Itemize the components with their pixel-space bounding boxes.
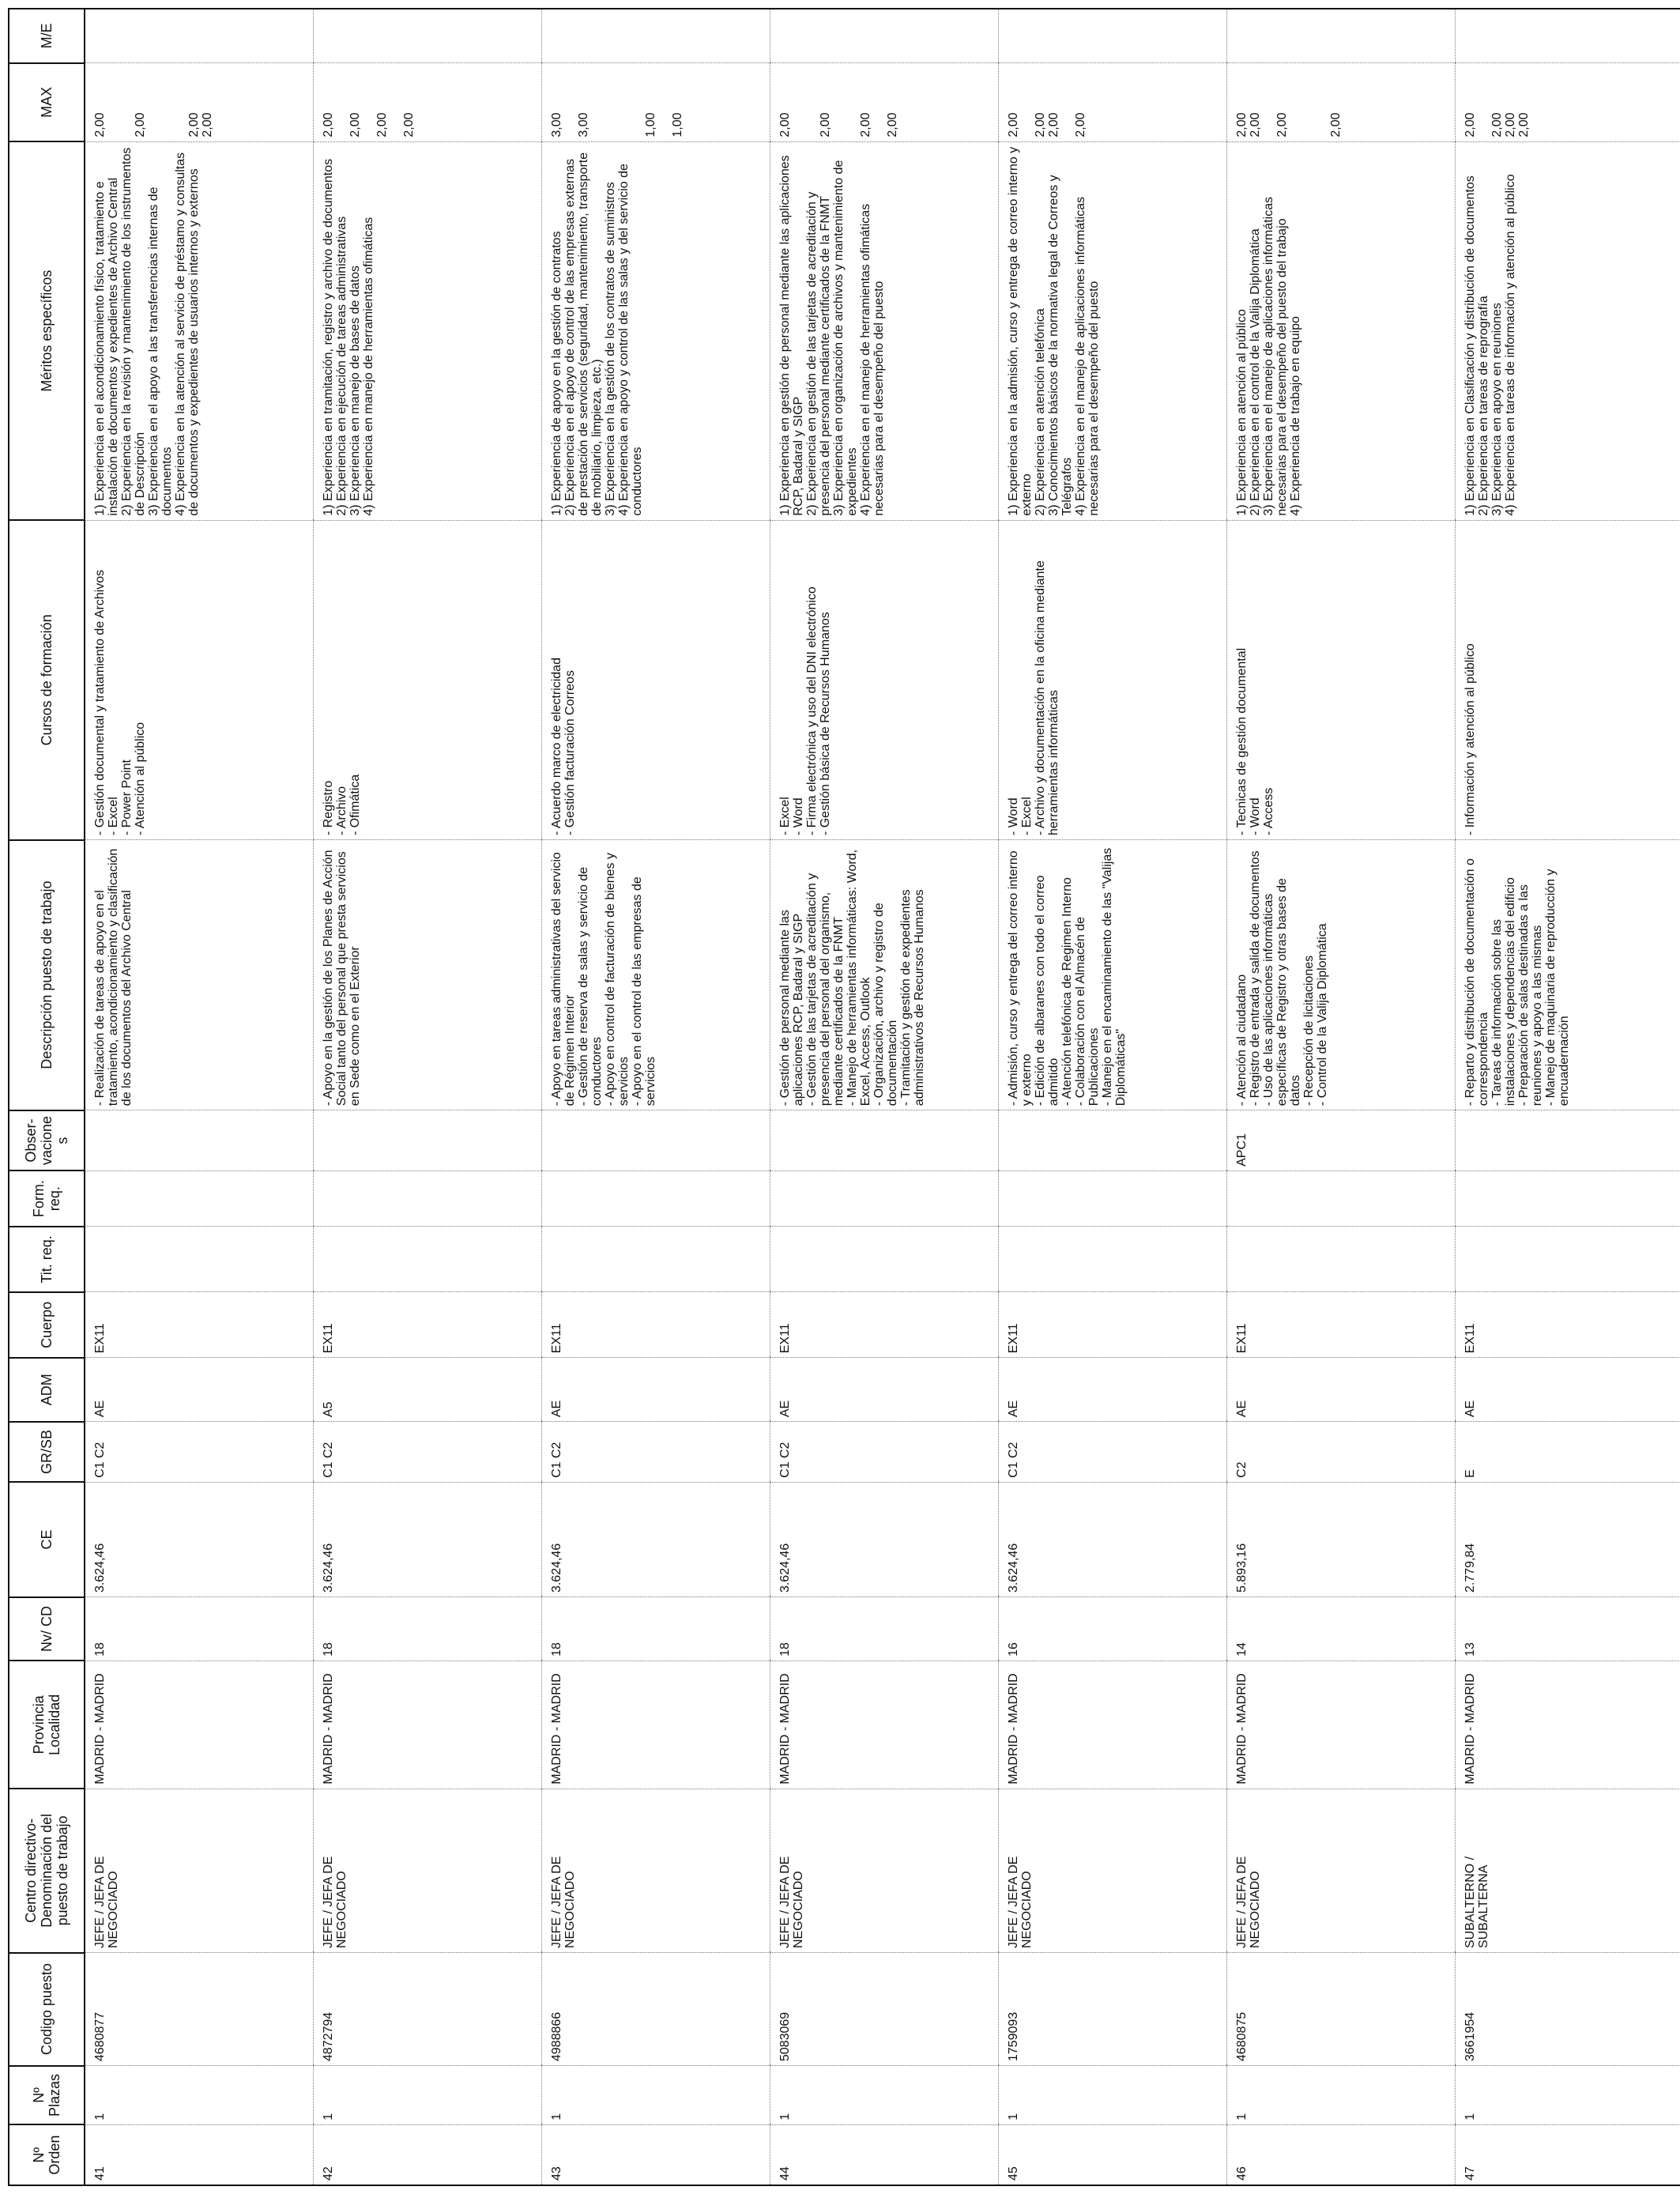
cell-observaciones — [998, 1110, 1226, 1171]
cell-cursos — [1455, 520, 1680, 839]
max-score: 2,00 — [401, 112, 416, 138]
max-score: 1,00 — [670, 112, 684, 138]
cell-grupo: C1 C2 — [313, 1422, 541, 1483]
table-row — [1226, 9, 1455, 2185]
cell-observaciones — [313, 1110, 541, 1171]
cell-cursos — [541, 520, 770, 839]
cell-cuerpo: EX11 — [998, 1292, 1226, 1358]
cell-grupo: E — [1455, 1422, 1680, 1483]
cell-meritos — [85, 141, 313, 520]
max-score: 2,00 — [1516, 112, 1531, 138]
max-score: 2,00 — [858, 112, 872, 138]
cell-ce: 5.893,16 — [1226, 1482, 1455, 1596]
cell-cuerpo: EX11 — [85, 1292, 313, 1358]
cell-grupo: C1 C2 — [770, 1422, 998, 1483]
max-score: 2,00 — [1503, 112, 1517, 138]
cell-orden: 46 — [1226, 2124, 1455, 2185]
cell-ce: 2.779,84 — [1455, 1482, 1680, 1596]
cell-max — [1455, 63, 1680, 142]
meritos-text: 1) Experiencia en gestión de personal mediante las aplicaciones RCP, Badaral y SIGP 2) Experiencia en gestión de las tarjetas de acreditación y presencia del personal mediante certificados de la FNMT 3) Experiencia en organización de archivos y mantenimiento de expedientes 4) Experiencia en el manejo de herramientas ofimáticas necesarias para el desempeño del puesto — [778, 155, 886, 516]
meritos-text: 1) Experiencia en el acondicionamiento físico, tratamiento e instalación de documentos y expedientes de Archivo Central 2) Experiencia en la revisión y mantenimiento de los instrumentos de Descripción 3) Experiencia en el apoyo a las transferencias internas de documentos 4) Experiencia en la atención al servicio de préstamo y consultas de documentos y expedientes de usuarios internos y externos — [93, 147, 201, 516]
table-row — [313, 9, 541, 2185]
cell-plazas: 1 — [541, 2066, 770, 2125]
max-score — [335, 67, 348, 138]
cell-cursos — [85, 520, 313, 839]
cell-provincia: MADRID - MADRID — [998, 1661, 1226, 1789]
table-row — [1455, 9, 1680, 2185]
meritos-text: 1) Experiencia en la admisión, curso y entrega de correo interno y externo 2) Experiencia en atención telefónica 3) Conocimientos básicos de la normativa legal de Correos y Telégrafos 4) Experiencia en el manejo de aplicaciones informáticas necesarias para el desempeño del puesto — [1006, 146, 1101, 516]
cell-me — [998, 9, 1226, 63]
cell-centro: JEFE / JEFA DE NEGOCIADO — [770, 1789, 998, 1952]
max-score — [1316, 67, 1329, 138]
header-ce: CE — [9, 1482, 85, 1596]
cell-plazas: 1 — [998, 2066, 1226, 2125]
header-cuerpo: Cuerpo — [9, 1292, 85, 1358]
header-plazas: Nº Plazas — [9, 2066, 85, 2125]
max-score — [832, 67, 846, 138]
max-score — [805, 67, 819, 138]
cell-max — [1226, 63, 1455, 142]
cell-codigo: 4872794 — [313, 1953, 541, 2066]
cell-provincia: MADRID - MADRID — [1455, 1661, 1680, 1789]
header-grupo: GR/SB — [9, 1422, 85, 1483]
cell-cuerpo: EX11 — [1226, 1292, 1455, 1358]
header-meritos: Méritos específicos — [9, 141, 85, 520]
cell-observaciones — [541, 1110, 770, 1171]
cell-observaciones — [85, 1110, 313, 1171]
cell-formacion — [85, 1171, 313, 1227]
cell-adm: AE — [85, 1358, 313, 1422]
cell-formacion — [1226, 1171, 1455, 1227]
header-centro: Centro directivo- Denominación del puesto de trabajo — [9, 1789, 85, 1952]
max-score: 2,00 — [1328, 112, 1343, 138]
max-score — [617, 67, 631, 138]
cell-descripcion — [541, 840, 770, 1110]
cell-max — [313, 63, 541, 142]
max-score: 2,00 — [348, 112, 362, 138]
cell-cuerpo: EX11 — [770, 1292, 998, 1358]
cell-me — [541, 9, 770, 63]
cell-adm: AE — [770, 1358, 998, 1422]
job-positions-table — [8, 8, 1680, 2186]
cell-nivel: 13 — [1455, 1597, 1680, 1661]
cell-titulacion — [541, 1227, 770, 1292]
cursos-text: - Registro - Archivo - Ofimática — [321, 774, 362, 836]
cell-me — [1226, 9, 1455, 63]
header-titulacion: Tit. req. — [9, 1227, 85, 1292]
header-descripcion: Descripción puesto de trabajo — [9, 840, 85, 1110]
cell-me — [1455, 9, 1680, 63]
cell-provincia: MADRID - MADRID — [541, 1661, 770, 1789]
cell-cursos — [998, 520, 1226, 839]
max-score: 1,00 — [643, 112, 657, 138]
max-score: 3,00 — [549, 112, 563, 138]
max-score: 3,00 — [576, 112, 590, 138]
cell-centro: JEFE / JEFA DE NEGOCIADO — [998, 1789, 1226, 1952]
max-score — [657, 67, 671, 138]
cell-grupo: C1 C2 — [85, 1422, 313, 1483]
table-row — [998, 9, 1226, 2185]
cell-nivel: 18 — [770, 1597, 998, 1661]
max-score — [160, 67, 174, 138]
cell-centro: SUBALTERNO / SUBALTERNA — [1455, 1789, 1680, 1952]
header-row — [9, 9, 85, 2185]
cell-formacion — [1455, 1171, 1680, 1227]
max-score — [872, 67, 886, 138]
header-codigo: Codigo puesto — [9, 1953, 85, 2066]
cell-codigo: 4680875 — [1226, 1953, 1455, 2066]
cell-observaciones: APC1 — [1226, 1110, 1455, 1171]
cell-descripcion — [998, 840, 1226, 1110]
cell-plazas: 1 — [85, 2066, 313, 2125]
max-score — [1060, 67, 1074, 138]
header-adm: ADM — [9, 1358, 85, 1422]
cell-meritos — [1226, 141, 1455, 520]
cell-ce: 3.624,46 — [541, 1482, 770, 1596]
cell-adm: AE — [1455, 1358, 1680, 1422]
descripcion-text: - Apoyo en tareas administrativas del servicio de Régimen Interior - Gestión de reserva de salas y servicio de conductores - Apoyo en control de facturación de bienes y servicios - Apoyo en el control de las empresas de servicios — [549, 852, 657, 1106]
cell-codigo: 4680877 — [85, 1953, 313, 2066]
cell-ce: 3.624,46 — [313, 1482, 541, 1596]
cell-orden: 42 — [313, 2124, 541, 2185]
meritos-text: 1) Experiencia en Clasificación y distribución de documentos 2) Experiencia en tareas de reprografía 3) Experiencia en apoyo en reuniones 4) Experiencia en tareas de información y atención al público — [1463, 174, 1517, 516]
cell-max — [998, 63, 1226, 142]
cell-meritos — [541, 141, 770, 520]
cursos-text: - Información y atención al público — [1463, 643, 1477, 836]
cell-centro: JEFE / JEFA DE NEGOCIADO — [313, 1789, 541, 1952]
cell-max — [541, 63, 770, 142]
max-score: 2,00 — [818, 112, 832, 138]
cell-cuerpo: EX11 — [1455, 1292, 1680, 1358]
descripcion-text: - Atención al ciudadano - Registro de entrada y salida de documentos - Uso de las aplicaciones informáticas específicas de Registro y otras bases de datos - Recepción de licitaciones - Control de la Valija Diplomática — [1234, 850, 1329, 1106]
descripcion-text: - Apoyo en la gestión de los Planes de Acción Social tanto del personal que presta servicios en Sede como en el Exterior — [321, 846, 362, 1106]
cell-grupo: C2 — [1226, 1422, 1455, 1483]
max-score: 2,00 — [1463, 112, 1477, 138]
max-score: 2,00 — [1033, 112, 1047, 138]
max-score: 2,00 — [1073, 112, 1087, 138]
cell-adm: AE — [1226, 1358, 1455, 1422]
cell-meritos — [313, 141, 541, 520]
cell-cursos — [770, 520, 998, 839]
max-score — [792, 67, 805, 138]
cell-me — [313, 9, 541, 63]
header-formacion: Form. req. — [9, 1171, 85, 1227]
descripcion-text: - Realización de tareas de apoyo en el tratamiento, acondicionamiento y clasificación de los documentos del Archivo Central — [93, 845, 134, 1106]
max-score: 2,00 — [1275, 112, 1289, 138]
max-score — [563, 67, 577, 138]
header-nivel: Nv/ CD — [9, 1597, 85, 1661]
max-score — [389, 67, 402, 138]
max-score — [1262, 67, 1275, 138]
cell-descripcion — [85, 840, 313, 1110]
cell-nivel: 14 — [1226, 1597, 1455, 1661]
header-cursos: Cursos de formación — [9, 520, 85, 839]
cell-nivel: 18 — [541, 1597, 770, 1661]
cursos-text: - Acuerdo marco de electricidad - Gestión facturación Correos — [549, 658, 577, 836]
cell-formacion — [998, 1171, 1226, 1227]
max-score — [1302, 67, 1316, 138]
cell-formacion — [313, 1171, 541, 1227]
cell-titulacion — [1455, 1227, 1680, 1292]
max-score: 2,00 — [1490, 112, 1504, 138]
max-score — [590, 67, 604, 138]
max-score: 2,00 — [1006, 112, 1020, 138]
cell-meritos — [1455, 141, 1680, 520]
cell-provincia: MADRID - MADRID — [770, 1661, 998, 1789]
cell-formacion — [541, 1171, 770, 1227]
cell-plazas: 1 — [1455, 2066, 1680, 2125]
cell-adm: AE — [541, 1358, 770, 1422]
cell-titulacion — [998, 1227, 1226, 1292]
max-score: 2,00 — [375, 112, 389, 138]
cell-formacion — [770, 1171, 998, 1227]
cell-orden: 41 — [93, 2166, 107, 2181]
max-score: 2,00 — [1248, 112, 1262, 138]
table-row — [85, 9, 313, 2185]
cell-me — [85, 9, 313, 63]
max-score — [362, 67, 375, 138]
cell-provincia: MADRID - MADRID — [1226, 1661, 1455, 1789]
descripcion-text: - Gestión de personal mediante las aplicaciones RCP, Badaral y SIGP - Gestión de las tarjetas de acreditación y presencia del personal del organismo, mediante certificados de la FNMT - Manejo de herramientas informáticas: Word, Excel, Access, Outlook - Organización, archivo y registro de documentación - Tramitación y gestión de expedientes administrativos de Recursos Humanos — [778, 849, 926, 1106]
cell-codigo: 1759093 — [998, 1953, 1226, 2066]
max-score — [631, 67, 644, 138]
max-score: 2,00 — [1046, 112, 1060, 138]
cell-cuerpo: EX11 — [541, 1292, 770, 1358]
cell-meritos — [770, 141, 998, 520]
max-score: 2,00 — [778, 112, 792, 138]
table-row — [770, 9, 998, 2185]
cell-meritos — [998, 141, 1226, 520]
cell-observaciones — [1455, 1110, 1680, 1171]
cell-descripcion — [770, 840, 998, 1110]
header-orden: Nº Orden — [9, 2124, 85, 2185]
cell-descripcion — [1226, 840, 1455, 1110]
meritos-text: 1) Experiencia en atención al público 2) Experiencia en el control de la Valija Diplomática 3) Experiencia en el manejo de aplicaciones informáticas necesarias para el desempeño del puesto del trabajo 4) Experiencia de trabajo en equipo — [1234, 196, 1302, 516]
header-max: MAX — [9, 63, 85, 142]
cell-descripcion — [1455, 840, 1680, 1110]
cell-nivel: 18 — [85, 1597, 313, 1661]
max-score — [147, 67, 160, 138]
cell-plazas: 1 — [1226, 2066, 1455, 2125]
meritos-text: 1) Experiencia de apoyo en la gestión de contratos 2) Experiencia en el apoyo de control de las empresas externas de prestación de servicios (seguridad, mantenimiento, transporte de mobiliario, limpieza, etc.) 3) Experiencia en la gestión de los contratos de suministros 4) Experiencia en apoyo y control de las salas y del servicio de conductores — [549, 152, 644, 516]
header-me: M/E — [9, 9, 85, 63]
cell-max — [85, 63, 313, 142]
max-score — [604, 67, 617, 138]
cell-cursos — [1226, 520, 1455, 839]
cell-ce: 3.624,46 — [998, 1482, 1226, 1596]
cell-provincia: MADRID - MADRID — [313, 1661, 541, 1789]
table-body — [85, 9, 1680, 2185]
cursos-text: - Word - Excel - Archivo y documentación en la oficina mediante herramientas informáticas — [1006, 560, 1060, 836]
cell-nivel: 18 — [313, 1597, 541, 1661]
cell-ce: 3.624,46 — [770, 1482, 998, 1596]
max-score — [120, 67, 134, 138]
cell-titulacion — [85, 1227, 313, 1292]
cell-orden: 43 — [541, 2124, 770, 2185]
cell-centro: JEFE / JEFA DE NEGOCIADO — [85, 1789, 313, 1952]
cell-grupo: C1 C2 — [998, 1422, 1226, 1483]
max-score: 2,00 — [1234, 112, 1249, 138]
max-score: 2,00 — [187, 112, 201, 138]
max-score: 2,00 — [321, 112, 335, 138]
cell-orden: 45 — [998, 2124, 1226, 2185]
cell-titulacion — [1226, 1227, 1455, 1292]
cell-grupo: C1 C2 — [541, 1422, 770, 1483]
cell-plazas: 1 — [313, 2066, 541, 2125]
max-score: 2,00 — [201, 112, 214, 138]
max-score — [1289, 67, 1302, 138]
max-score: 2,00 — [134, 112, 147, 138]
cell-adm: AE — [998, 1358, 1226, 1422]
descripcion-text: - Reparto y distribución de documentación o correspondencia - Tareas de información sobre las instalaciones y dependencias del edificio - Preparación de salas destinadas a las reuniones y apoyo a las mismas - Manejo de maquinaria de reproducción y encuadernación — [1463, 858, 1571, 1106]
cell-codigo: 3661954 — [1455, 1953, 1680, 2066]
cell-observaciones — [770, 1110, 998, 1171]
max-score — [174, 67, 187, 138]
cell-nivel: 16 — [998, 1597, 1226, 1661]
meritos-text: 1) Experiencia en tramitación, registro y archivo de documentos 2) Experiencia en ejecución de tareas administrativas 3) Experiencia en manejo de bases de datos 4) Experiencia en manejo de herramientas ofimáticas — [321, 158, 375, 516]
cell-orden: 44 — [770, 2124, 998, 2185]
max-score — [1020, 67, 1034, 138]
cell-cursos — [313, 520, 541, 839]
cell-centro: JEFE / JEFA DE NEGOCIADO — [541, 1789, 770, 1952]
max-score: 2,00 — [93, 112, 107, 138]
max-score — [107, 67, 120, 138]
cell-codigo: 5083069 — [770, 1953, 998, 2066]
header-observaciones: Obser- vaciones — [9, 1110, 85, 1171]
cell-plazas: 1 — [770, 2066, 998, 2125]
cell-me — [770, 9, 998, 63]
rotated-document-page — [8, 8, 1672, 2186]
descripcion-text: - Admisión, curso y entrega del correo interno y externo - Edición de albaranes con todo el correo admitido - Atención telefónica de Regimen Interno - Colaboración con el Almacén de Publicaciones - Manejo en el encaminamiento de las "Valijas Diplomáticas" — [1006, 847, 1128, 1106]
cell-adm: A5 — [313, 1358, 541, 1422]
cell-max — [770, 63, 998, 142]
cell-descripcion — [313, 840, 541, 1110]
max-score: 2,00 — [885, 112, 899, 138]
cell-titulacion — [770, 1227, 998, 1292]
table-row — [541, 9, 770, 2185]
max-score — [1477, 67, 1490, 138]
cell-codigo: 4988866 — [541, 1953, 770, 2066]
cell-provincia: MADRID - MADRID — [85, 1661, 313, 1789]
cell-cuerpo: EX11 — [313, 1292, 541, 1358]
cell-centro: JEFE / JEFA DE NEGOCIADO — [1226, 1789, 1455, 1952]
cursos-text: - Gestión documental y tratamiento de Archivos - Excel - Power Point - Atención al público — [93, 569, 147, 836]
header-provincia: Provincia Localidad — [9, 1661, 85, 1789]
cursos-text: - Excel - Word - Firma electrónica y uso del DNI electrónico - Gestión básica de Recursos Humanos — [778, 586, 832, 836]
cell-titulacion — [313, 1227, 541, 1292]
cursos-text: - Tecnicas de gestión documental - Word - Access — [1234, 647, 1275, 836]
max-score — [846, 67, 859, 138]
cell-orden: 47 — [1455, 2124, 1680, 2185]
cell-ce: 3.624,46 — [85, 1482, 313, 1596]
